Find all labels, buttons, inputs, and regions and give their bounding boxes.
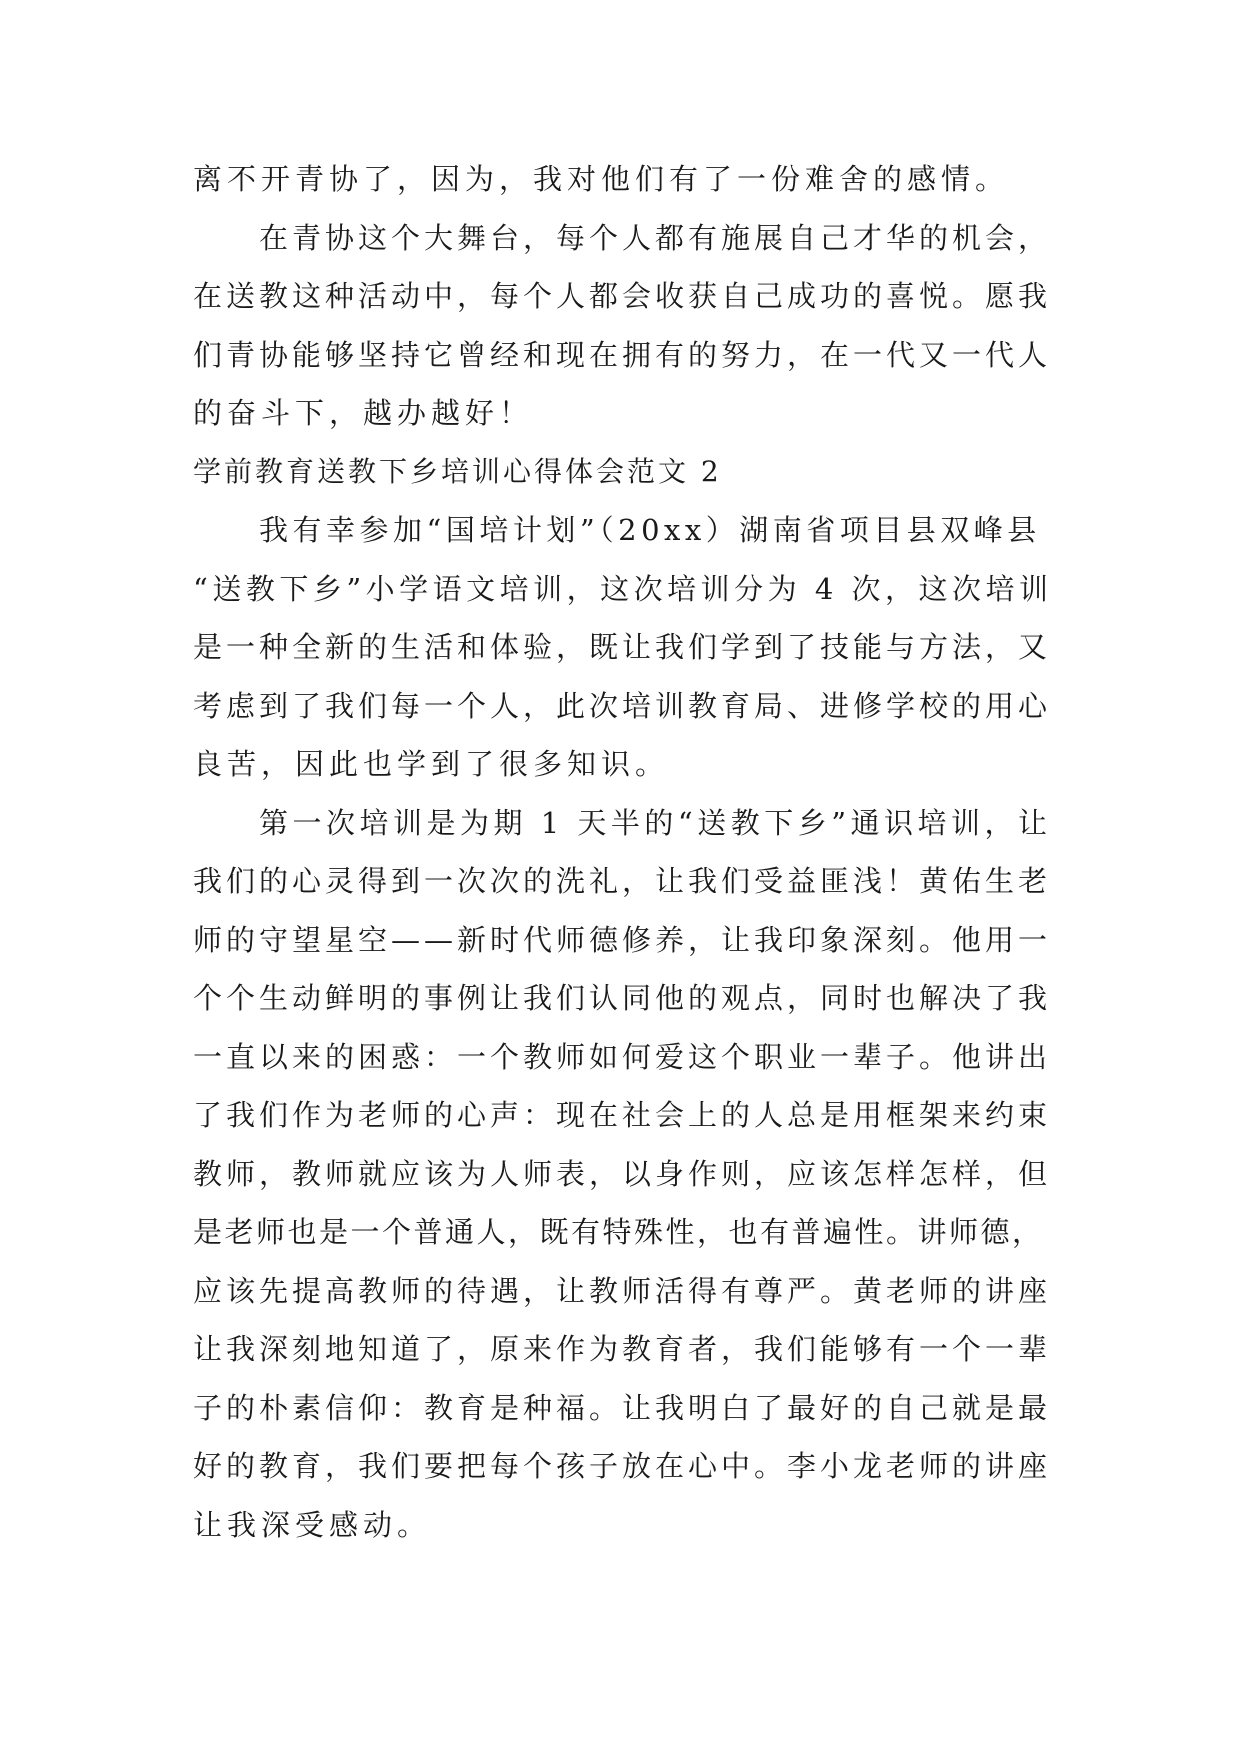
- text-line: 让我深刻地知道了，原来作为教育者，我们能够有一个一辈: [193, 1332, 1052, 1366]
- text-line: 我有幸参加“国培计划”（20xx）湖南省项目县双峰县: [259, 513, 1041, 547]
- text-line: 在青协这个大舞台，每个人都有施展自己才华的机会，: [259, 220, 1052, 255]
- text-line: 是一种全新的生活和体验，既让我们学到了技能与方法，又: [193, 630, 1052, 664]
- text-line: 我们的心灵得到一次次的洗礼，让我们受益匪浅！黄佑生老: [193, 864, 1052, 898]
- text-line: 了我们作为老师的心声：现在社会上的人总是用框架来约束: [193, 1098, 1052, 1132]
- text-line: 好的教育，我们要把每个孩子放在心中。李小龙老师的讲座: [193, 1449, 1052, 1483]
- text-line: 的奋斗下，越办越好！: [193, 396, 534, 430]
- text-line: “送教下乡”小学语文培训，这次培训分为 4 次，这次培训: [193, 571, 1053, 606]
- section-heading: 学前教育送教下乡培训心得体会范文 2: [193, 454, 722, 488]
- text-line: 应该先提高教师的待遇，让教师活得有尊严。黄老师的讲座: [193, 1273, 1052, 1308]
- text-line: 第一次培训是为期 1 天半的“送教下乡”通识培训，让: [259, 805, 1052, 840]
- text-line: 让我深受感动。: [193, 1507, 432, 1542]
- text-line: 良苦，因此也学到了很多知识。: [193, 747, 670, 781]
- text-line: 在送教这种活动中，每个人都会收获自己成功的喜悦。愿我: [193, 279, 1052, 313]
- document-body: [193, 150, 1053, 1554]
- text-line: 们青协能够坚持它曾经和现在拥有的努力，在一代又一代人: [193, 337, 1052, 372]
- text-line: 考虑到了我们每一个人，此次培训教育局、进修学校的用心: [193, 688, 1052, 723]
- text-line: 是老师也是一个普通人，既有特殊性，也有普遍性。讲师德，: [193, 1215, 1044, 1249]
- text-line: 子的朴素信仰：教育是种福。让我明白了最好的自己就是最: [193, 1390, 1052, 1425]
- text-line: 师的守望星空——新时代师德修养，让我印象深刻。他用一: [193, 922, 1052, 957]
- text-line: 离不开青协了，因为，我对他们有了一份难舍的感情。: [193, 162, 1010, 196]
- text-line: 一直以来的困惑：一个教师如何爱这个职业一辈子。他讲出: [193, 1039, 1052, 1074]
- text-line: 个个生动鲜明的事例让我们认同他的观点，同时也解决了我: [193, 981, 1052, 1015]
- text-line: 教师，教师就应该为人师表，以身作则，应该怎样怎样，但: [193, 1156, 1052, 1191]
